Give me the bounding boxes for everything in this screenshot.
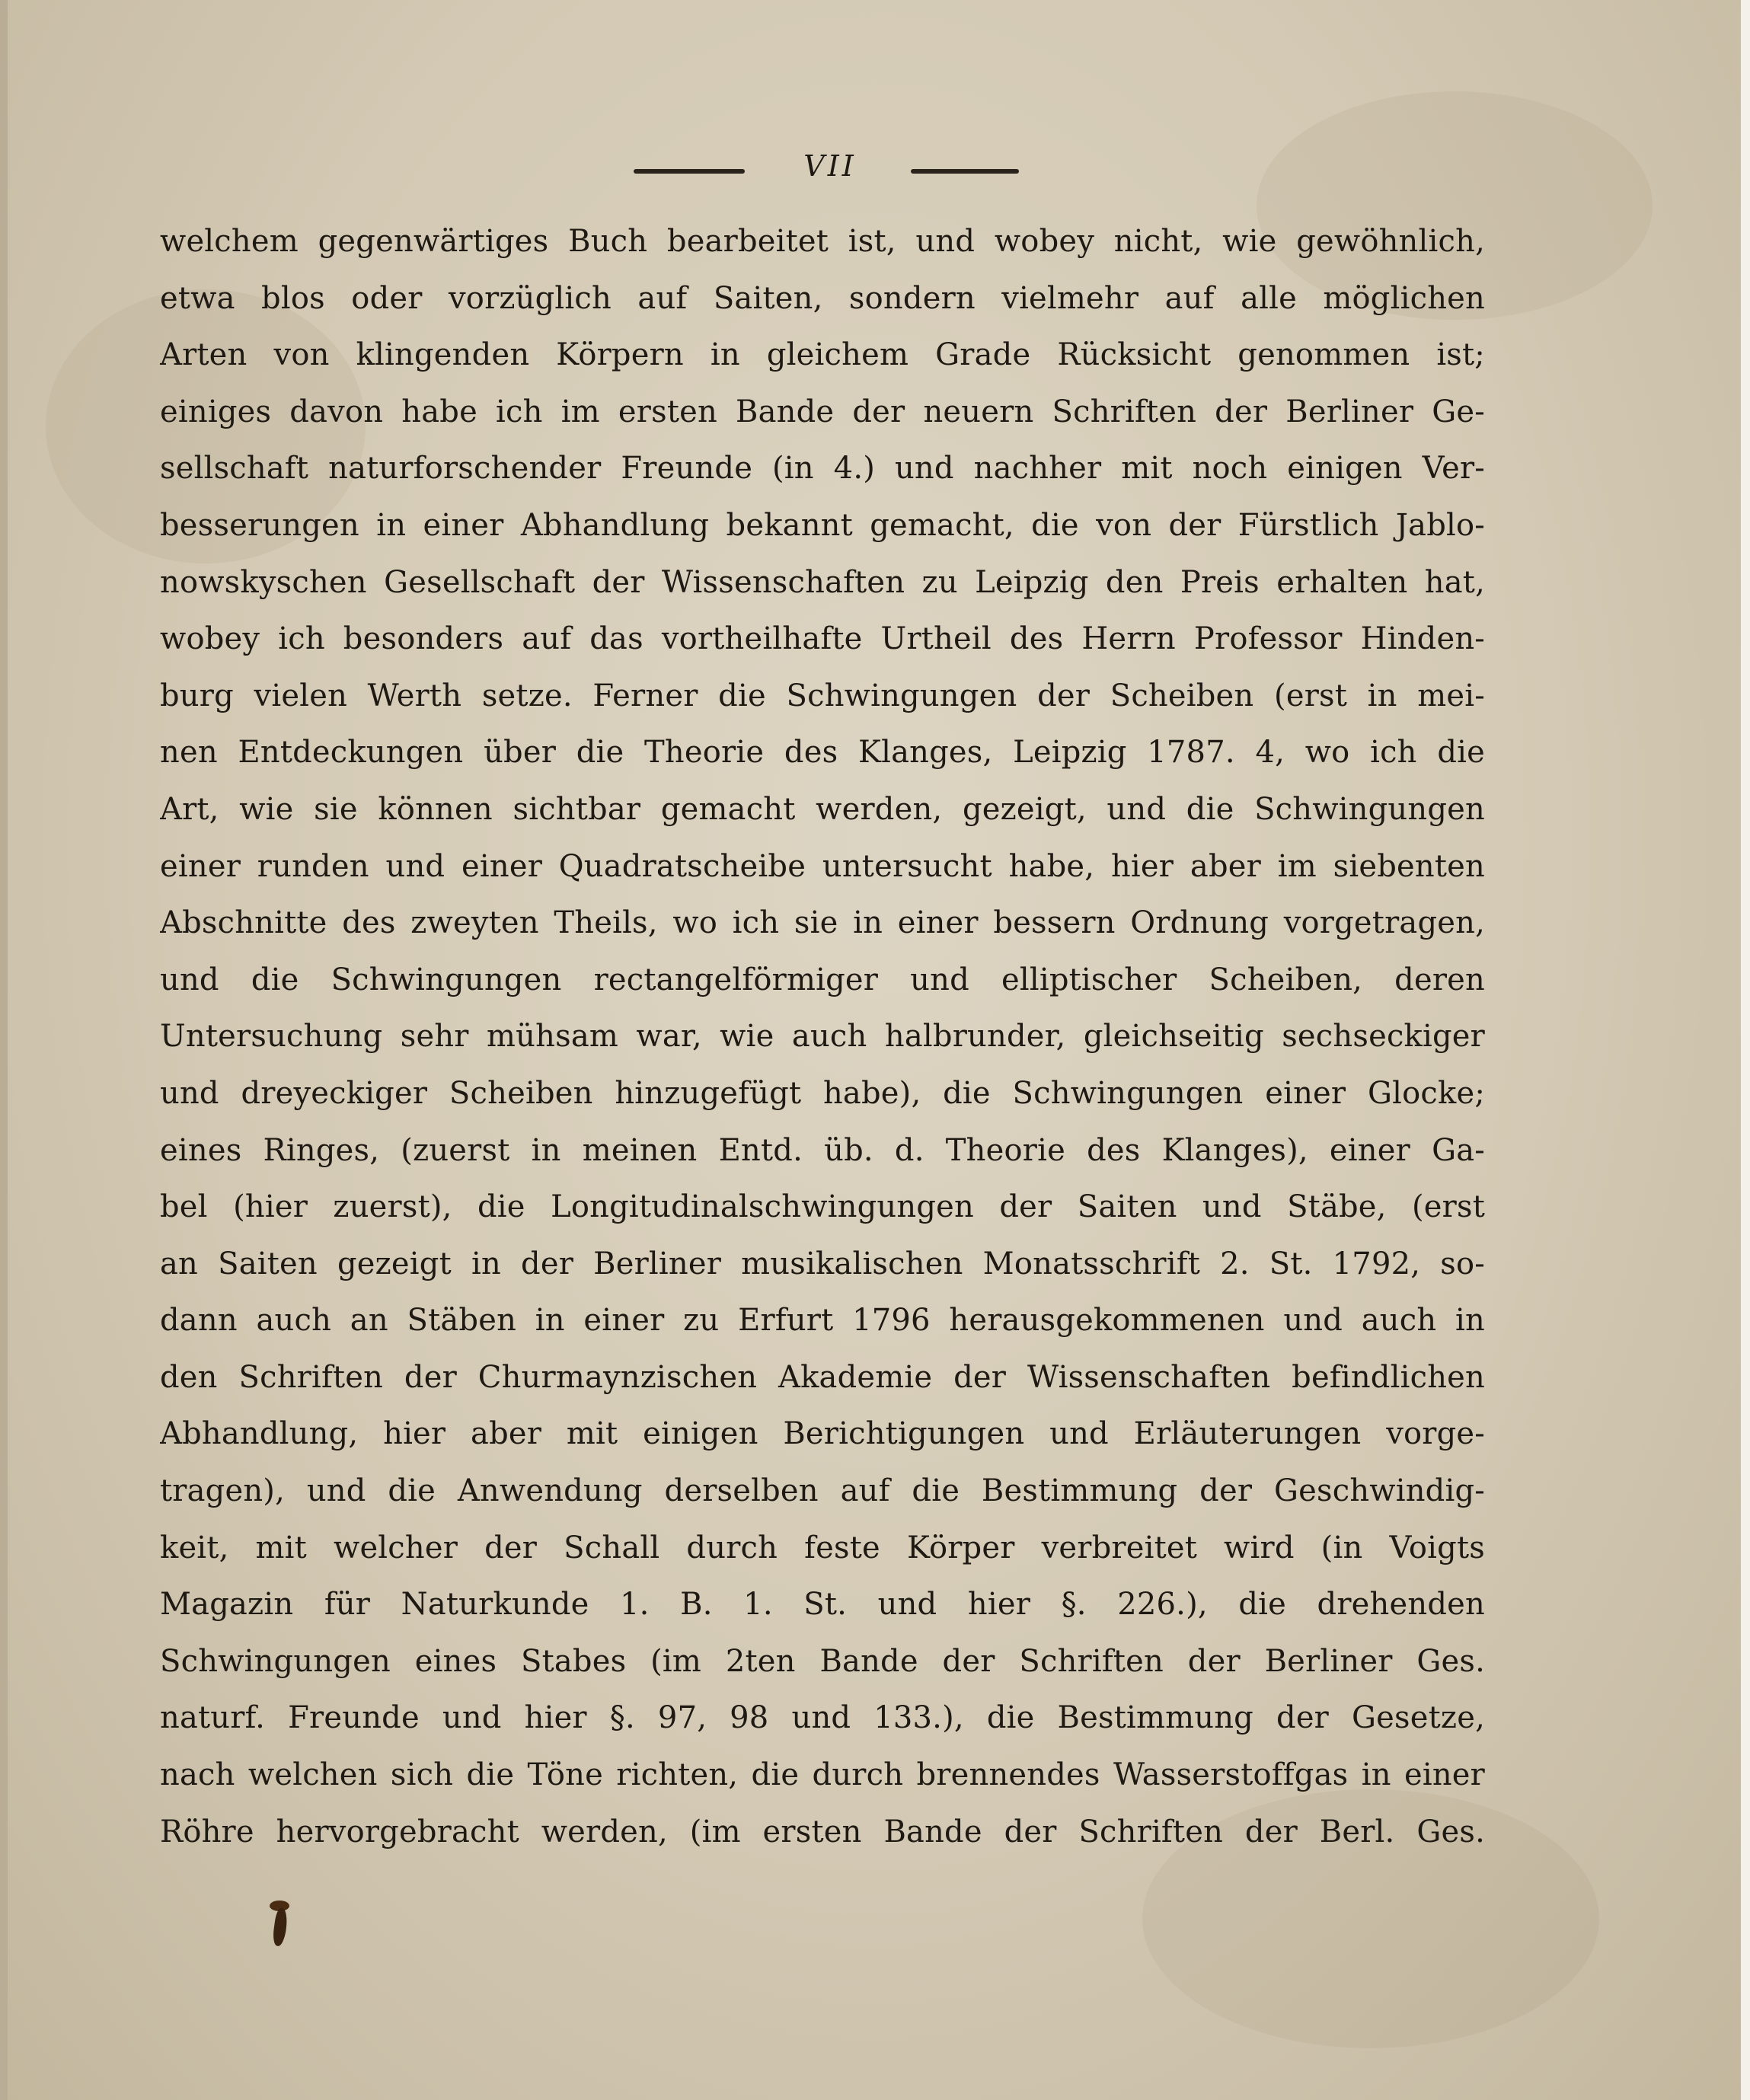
text-line: einiges davon habe ich im ersten Bande der neuern Schriften der Berliner Ge-	[160, 394, 1485, 429]
text-line: welchem gegenwärtiges Buch bearbeitet ist, und wobey nicht, wie gewöhnlich,	[160, 224, 1485, 259]
page-border	[1741, 0, 1750, 2100]
text-line: Röhre hervorgebracht werden, (im ersten Bande der Schriften der Berl. Ges.	[160, 1814, 1485, 1849]
text-line: bel (hier zuerst), die Longitudinalschwingungen der Saiten und Stäbe, (erst	[160, 1189, 1485, 1225]
text-line: eines Ringes, (zuerst in meinen Entd. üb. d. Theorie des Klanges), einer Ga-	[160, 1132, 1485, 1168]
header-rule-right	[911, 169, 1019, 174]
text-line: Untersuchung sehr mühsam war, wie auch halbrunder, gleichseitig sechseckiger	[160, 1019, 1485, 1055]
text-line: Abschnitte des zweyten Theils, wo ich sie in einer bessern Ordnung vorgetragen,	[160, 905, 1485, 941]
text-line: wobey ich besonders auf das vortheilhafte Urtheil des Herrn Professor Hinden-	[160, 621, 1485, 657]
text-line: tragen), und die Anwendung derselben auf die Bestimmung der Geschwindig-	[160, 1473, 1485, 1509]
text-line: Abhandlung, hier aber mit einigen Berichtigungen und Erläuterungen vorge-	[160, 1416, 1485, 1452]
text-line: an Saiten gezeigt in der Berliner musikalischen Monatsschrift 2. St. 1792, so-	[160, 1246, 1485, 1281]
text-line: und dreyeckiger Scheiben hinzugefügt habe), die Schwingungen einer Glocke;	[160, 1075, 1485, 1111]
text-line: naturf. Freunde und hier §. 97, 98 und 133.), die Bestimmung der Gesetze,	[160, 1700, 1485, 1736]
text-line: Art, wie sie können sichtbar gemacht werden, gezeigt, und die Schwingungen	[160, 791, 1485, 827]
text-line: nen Entdeckungen über die Theorie des Klanges, Leipzig 1787. 4, wo ich die	[160, 735, 1485, 771]
ink-blot	[272, 1907, 289, 1947]
text-line: etwa blos oder vorzüglich auf Saiten, sondern vielmehr auf alle möglichen	[160, 280, 1485, 316]
text-line: burg vielen Werth setze. Ferner die Schwingungen der Scheiben (erst in mei-	[160, 678, 1485, 713]
text-line: den Schriften der Churmaynzischen Akademie der Wissenschaften befindlichen	[160, 1359, 1485, 1395]
text-line: Schwingungen eines Stabes (im 2ten Bande der Schriften der Berliner Ges.	[160, 1643, 1485, 1679]
text-line: dann auch an Stäben in einer zu Erfurt 1796 herausgekommenen und auch in	[160, 1303, 1485, 1339]
running-header	[0, 149, 1750, 195]
text-line: und die Schwingungen rectangelförmiger und elliptischer Scheiben, deren	[160, 962, 1485, 997]
page-number: VII	[803, 149, 857, 183]
text-line: nowskyschen Gesellschaft der Wissenschaften zu Leipzig den Preis erhalten hat,	[160, 564, 1485, 600]
text-line: einer runden und einer Quadratscheibe untersucht habe, hier aber im siebenten	[160, 848, 1485, 884]
text-line: Magazin für Naturkunde 1. B. 1. St. und hier §. 226.), die drehenden	[160, 1587, 1485, 1623]
page-shadow-edge	[0, 0, 8, 2100]
header-rule-left	[634, 169, 745, 174]
text-line: besserungen in einer Abhandlung bekannt gemacht, die von der Fürstlich Jablo-	[160, 507, 1485, 543]
text-line: Arten von klingenden Körpern in gleichem Grade Rücksicht genommen ist;	[160, 337, 1485, 373]
body-text	[160, 213, 1485, 1860]
text-line: keit, mit welcher der Schall durch feste Körper verbreitet wird (in Voigts	[160, 1530, 1485, 1565]
text-line: nach welchen sich die Töne richten, die durch brennendes Wasserstoffgas in einer	[160, 1757, 1485, 1793]
text-line: sellschaft naturforschender Freunde (in 4.) und nachher mit noch einigen Ver-	[160, 451, 1485, 487]
